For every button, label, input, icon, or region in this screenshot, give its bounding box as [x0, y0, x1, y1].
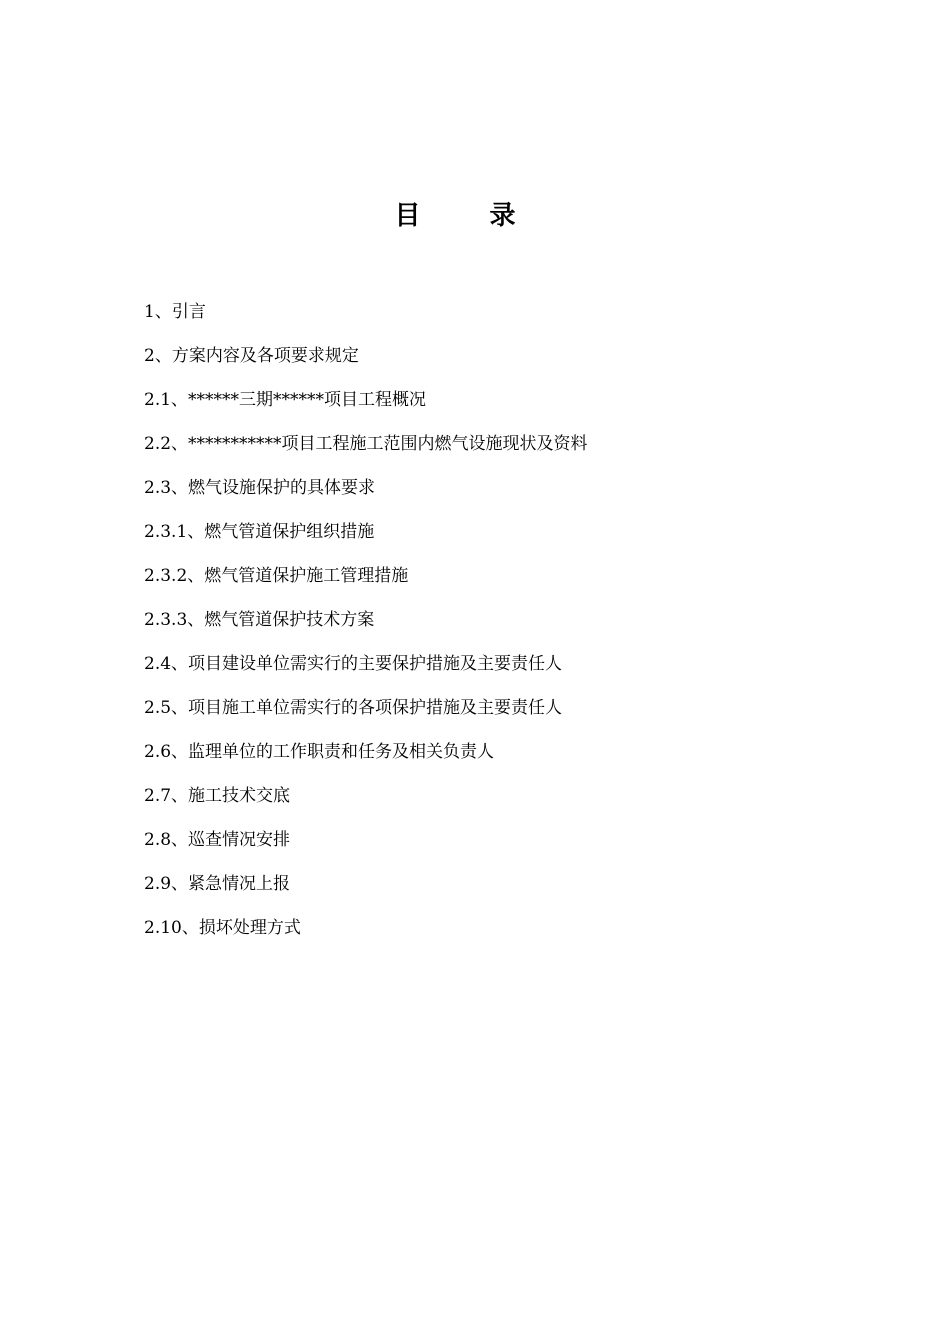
toc-item: 2.10、损坏处理方式 [144, 918, 301, 938]
toc-item: 2.3、燃气设施保护的具体要求 [144, 478, 376, 498]
toc-item: 2.5、项目施工单位需实行的各项保护措施及主要责任人 [144, 698, 563, 718]
toc-item: 2.3.1、燃气管道保护组织措施 [144, 522, 375, 542]
toc-item: 2.6、监理单位的工作职责和任务及相关负责人 [144, 742, 495, 762]
toc-item: 2.9、紧急情况上报 [144, 874, 291, 894]
toc-item: 2.2、***********项目工程施工范围内燃气设施现状及资料 [144, 434, 588, 454]
toc-item: 2.3.2、燃气管道保护施工管理措施 [144, 566, 409, 586]
table-of-contents [144, 298, 844, 958]
toc-item: 2.3.3、燃气管道保护技术方案 [144, 610, 375, 630]
toc-item: 2.4、项目建设单位需实行的主要保护措施及主要责任人 [144, 654, 563, 674]
toc-item: 1、引言 [144, 302, 206, 322]
toc-item: 2.7、施工技术交底 [144, 786, 291, 806]
toc-item: 2.8、巡查情况安排 [144, 830, 291, 850]
toc-item: 2.1、******三期******项目工程概况 [144, 390, 427, 410]
page-title: 目 录 [394, 201, 546, 231]
toc-item: 2、方案内容及各项要求规定 [144, 346, 359, 366]
